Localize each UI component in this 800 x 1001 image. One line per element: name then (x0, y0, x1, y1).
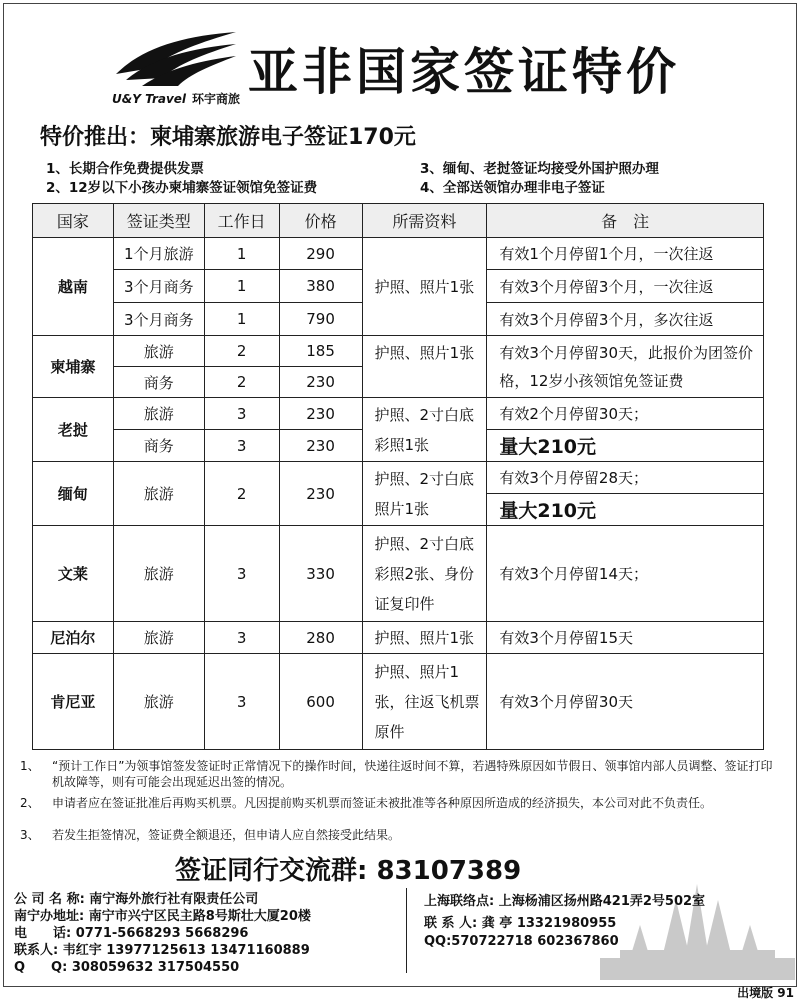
visa-type-cell: 3个月商务 (113, 303, 204, 336)
brand-name-cn: 环宇商旅 (192, 92, 241, 106)
footnote-text: 申请者应在签证批准后再购买机票。凡因提前购买机票而签证未被批准等各种原因所造成的经济损失，本公司对此不负责任。 (52, 796, 713, 810)
header-visa-type: 签证类型 (113, 204, 204, 238)
visa-type-cell: 旅游 (113, 622, 204, 654)
header-remarks: 备 注 (487, 204, 764, 238)
temple-silhouette-icon (600, 870, 795, 980)
country-cell: 柬埔寨 (33, 336, 114, 398)
waves-logo-icon (112, 28, 240, 88)
footnote-text: 若发生拒签情况，签证费全额退还，但申请人应自然接受此结果。 (52, 828, 401, 842)
remark-cell: 有效3个月停留14天； (487, 526, 764, 622)
work-days-cell: 3 (204, 398, 279, 430)
table-row (33, 336, 764, 367)
work-days-cell: 1 (204, 270, 279, 303)
materials-cell: 护照、照片1张 (362, 622, 487, 654)
price-cell: 380 (279, 270, 362, 303)
visa-type-cell: 旅游 (113, 654, 204, 750)
company-name-line: 公 司 名 称: 南宁海外旅行社有限责任公司 (14, 892, 259, 907)
footnote-number: 3、 (20, 828, 40, 842)
remark-cell: 有效3个月停留3个月，多次往返 (487, 303, 764, 336)
price-cell: 230 (279, 430, 362, 462)
visa-type-cell: 1个月旅游 (113, 238, 204, 270)
price-cell: 230 (279, 462, 362, 526)
work-days-cell: 2 (204, 336, 279, 367)
footnote-number: 2、 (20, 796, 40, 810)
footnote-text: “预计工作日”为领事馆签发签证时正常情况下的操作时间，快递往返时间不算，若遇特殊原因如节假日、领事馆内部人员调整、签证打印机故障等，则有可能会出现延迟出签的情况。 (52, 759, 773, 789)
work-days-cell: 2 (204, 462, 279, 526)
bulk-price-cell: 量大210元 (487, 494, 764, 526)
visa-type-cell: 旅游 (113, 336, 204, 367)
header-work-days: 工作日 (204, 204, 279, 238)
brand-name (112, 90, 240, 107)
note-item: 3、缅甸、老挝签证均接受外国护照办理 (420, 161, 659, 177)
table-row (33, 462, 764, 494)
footnote-item (20, 758, 780, 792)
contact-person-line: 联系人: 韦红宇 13977125613 13471160889 (14, 943, 310, 958)
price-cell: 290 (279, 238, 362, 270)
visa-price-table (32, 203, 764, 750)
remark-cell: 有效1个月停留1个月，一次往返 (487, 238, 764, 270)
remark-cell: 有效2个月停留30天； (487, 398, 764, 430)
brand-name-en: U&Y Travel (112, 92, 187, 106)
country-cell: 老挝 (33, 398, 114, 462)
materials-cell: 护照、2寸白底照片1张 (362, 462, 487, 526)
price-cell: 280 (279, 622, 362, 654)
remark-cell: 有效3个月停留15天 (487, 622, 764, 654)
nanning-address-line: 南宁办地址: 南宁市兴宁区民主路8号斯壮大厦20楼 (14, 909, 311, 924)
country-cell: 肯尼亚 (33, 654, 114, 750)
country-cell: 越南 (33, 238, 114, 336)
country-cell: 文莱 (33, 526, 114, 622)
contact-divider (406, 888, 407, 973)
table-header-row (33, 204, 764, 238)
note-item: 1、长期合作免费提供发票 (46, 161, 204, 177)
country-cell: 尼泊尔 (33, 622, 114, 654)
table-row (33, 398, 764, 430)
shanghai-address-line: 上海联络点: 上海杨浦区扬州路421弄2号502室 (424, 894, 706, 909)
remark-cell: 有效3个月停留28天； (487, 462, 764, 494)
wechat-group-line: 签证同行交流群: 83107389 (175, 856, 522, 886)
header-price: 价格 (279, 204, 362, 238)
price-cell: 185 (279, 336, 362, 367)
work-days-cell: 3 (204, 526, 279, 622)
remark-cell: 有效3个月停留30天，此报价为团签价格，12岁小孩领馆免签证费 (487, 336, 764, 398)
price-cell: 230 (279, 398, 362, 430)
visa-type-cell: 旅游 (113, 526, 204, 622)
footnote-number: 1、 (20, 759, 40, 773)
page-footer: 出境版 91 (737, 986, 794, 1000)
work-days-cell: 1 (204, 238, 279, 270)
bulk-price-cell: 量大210元 (487, 430, 764, 462)
work-days-cell: 3 (204, 622, 279, 654)
shanghai-contact-line: 联 系 人: 龚 亭 13321980955 (424, 916, 617, 931)
visa-type-cell: 旅游 (113, 462, 204, 526)
materials-cell: 护照、2寸白底彩照1张 (362, 398, 487, 462)
work-days-cell: 1 (204, 303, 279, 336)
price-cell: 790 (279, 303, 362, 336)
footnote-item (20, 795, 780, 829)
remark-cell: 有效3个月停留30天 (487, 654, 764, 750)
table-row (33, 526, 764, 622)
header-materials: 所需资料 (362, 204, 487, 238)
materials-cell: 护照、照片1张，往返飞机票原件 (362, 654, 487, 750)
visa-type-cell: 商务 (113, 430, 204, 462)
footnote-item (20, 827, 780, 845)
price-cell: 330 (279, 526, 362, 622)
shanghai-qq-line: QQ:570722718 602367860 (424, 934, 619, 949)
price-cell: 600 (279, 654, 362, 750)
work-days-cell: 3 (204, 430, 279, 462)
materials-cell: 护照、2寸白底彩照2张、身份证复印件 (362, 526, 487, 622)
work-days-cell: 3 (204, 654, 279, 750)
price-cell: 230 (279, 367, 362, 398)
table-row (33, 238, 764, 270)
qq-line: Q Q: 308059632 317504550 (14, 960, 240, 975)
promo-headline: 特价推出：柬埔寨旅游电子签证170元 (40, 125, 416, 150)
table-row (33, 622, 764, 654)
visa-type-cell: 旅游 (113, 398, 204, 430)
country-cell: 缅甸 (33, 462, 114, 526)
header-country: 国家 (33, 204, 114, 238)
work-days-cell: 2 (204, 367, 279, 398)
remark-cell: 有效3个月停留3个月，一次往返 (487, 270, 764, 303)
visa-type-cell: 3个月商务 (113, 270, 204, 303)
page-title: 亚非国家签证特价 (248, 43, 680, 101)
note-item: 2、12岁以下小孩办柬埔寨签证领馆免签证费 (46, 180, 318, 196)
phone-line: 电 话: 0771-5668293 5668296 (14, 926, 249, 941)
materials-cell: 护照、照片1张 (362, 238, 487, 336)
table-row (33, 654, 764, 750)
materials-cell: 护照、照片1张 (362, 336, 487, 398)
note-item: 4、全部送领馆办理非电子签证 (420, 180, 605, 196)
visa-type-cell: 商务 (113, 367, 204, 398)
